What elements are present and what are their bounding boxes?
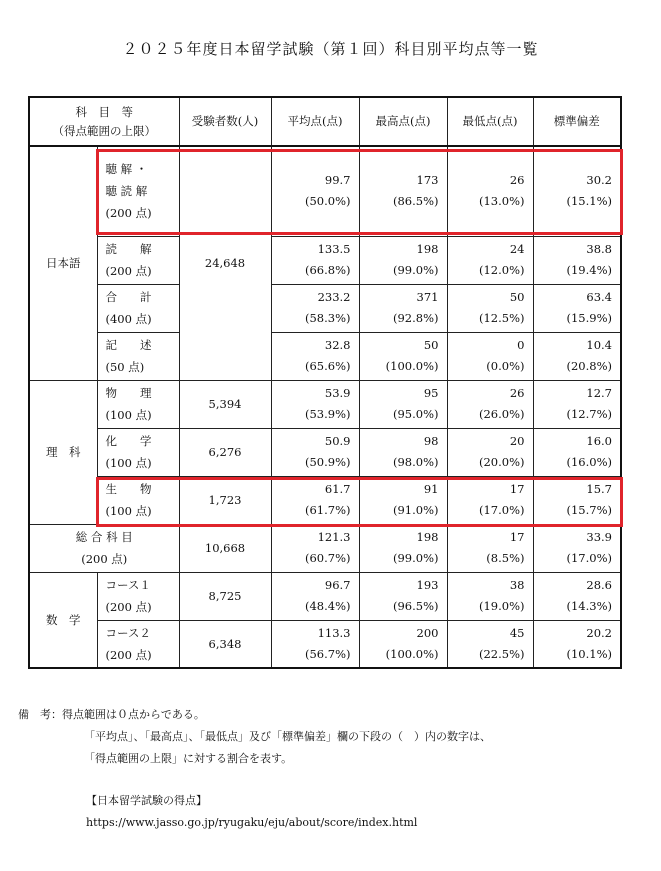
max-cell: 173 (86.5%) [359, 146, 447, 236]
source [86, 790, 417, 834]
std-cell: 20.2 (10.1%) [533, 620, 621, 668]
table-row [29, 284, 621, 332]
max-cell: 98 (98.0%) [359, 428, 447, 476]
min-cell: 38 (19.0%) [447, 572, 533, 620]
header-row [29, 97, 621, 146]
std-cell: 30.2 (15.1%) [533, 146, 621, 236]
page-title: ２０２５年度日本留学試験（第１回）科目別平均点等一覧 [122, 40, 539, 58]
examinees-physics: 5,394 [179, 380, 271, 428]
max-cell: 198 (99.0%) [359, 236, 447, 284]
min-cell: 17 (17.0%) [447, 476, 533, 524]
std-cell: 16.0 (16.0%) [533, 428, 621, 476]
avg-cell: 133.5 (66.8%) [271, 236, 359, 284]
max-cell: 193 (96.5%) [359, 572, 447, 620]
subject-listening: 聴 解 ・ 聴 読 解 (200 点) [97, 146, 179, 236]
std-cell: 12.7 (12.7%) [533, 380, 621, 428]
min-cell: 45 (22.5%) [447, 620, 533, 668]
subject-writing: 記 述 (50 点) [97, 332, 179, 380]
std-cell: 38.8 (19.4%) [533, 236, 621, 284]
std-cell: 15.7 (15.7%) [533, 476, 621, 524]
subject-course1: コース１ (200 点) [97, 572, 179, 620]
notes [18, 704, 491, 770]
min-cell: 26 (13.0%) [447, 146, 533, 236]
examinees-japanese: 24,648 [179, 146, 271, 380]
source-title: 【日本留学試験の得点】 [86, 794, 207, 807]
group-math: 数 学 [29, 572, 97, 668]
subject-reading: 読 解 (200 点) [97, 236, 179, 284]
table-row [29, 236, 621, 284]
table-row [29, 380, 621, 428]
max-cell: 95 (95.0%) [359, 380, 447, 428]
subject-course2: コース２ (200 点) [97, 620, 179, 668]
table-row [29, 620, 621, 668]
std-cell: 33.9 (17.0%) [533, 524, 621, 572]
avg-cell: 113.3 (56.7%) [271, 620, 359, 668]
min-cell: 17 (8.5%) [447, 524, 533, 572]
header-average: 平均点(点) [271, 97, 359, 146]
avg-cell: 96.7 (48.4%) [271, 572, 359, 620]
max-cell: 371 (92.8%) [359, 284, 447, 332]
std-cell: 63.4 (15.9%) [533, 284, 621, 332]
examinees-course2: 6,348 [179, 620, 271, 668]
table-row [29, 476, 621, 524]
min-cell: 26 (26.0%) [447, 380, 533, 428]
avg-cell: 233.2 (58.3%) [271, 284, 359, 332]
score-table [28, 96, 622, 669]
note-line-3: 「得点範囲の上限」に対する割合を表す。 [84, 752, 293, 765]
avg-cell: 121.3 (60.7%) [271, 524, 359, 572]
table-row [29, 428, 621, 476]
subject-total: 合 計 (400 点) [97, 284, 179, 332]
examinees-general: 10,668 [179, 524, 271, 572]
source-url[interactable]: https://www.jasso.go.jp/ryugaku/eju/about/score/index.html [86, 816, 418, 829]
header-highest: 最高点(点) [359, 97, 447, 146]
note-line-2: 「平均点」、「最高点」、「最低点」及び「標準偏差」欄の下段の（ ）内の数字は、 [84, 730, 491, 743]
group-science: 理 科 [29, 380, 97, 524]
examinees-chemistry: 6,276 [179, 428, 271, 476]
examinees-biology: 1,723 [179, 476, 271, 524]
min-cell: 50 (12.5%) [447, 284, 533, 332]
table-row [29, 572, 621, 620]
table-row [29, 332, 621, 380]
max-cell: 198 (99.0%) [359, 524, 447, 572]
avg-cell: 99.7 (50.0%) [271, 146, 359, 236]
avg-cell: 53.9 (53.9%) [271, 380, 359, 428]
header-std: 標準偏差 [533, 97, 621, 146]
subject-general: 総 合 科 目 (200 点) [29, 524, 179, 572]
examinees-course1: 8,725 [179, 572, 271, 620]
max-cell: 200 (100.0%) [359, 620, 447, 668]
max-cell: 50 (100.0%) [359, 332, 447, 380]
header-examinees: 受験者数(人) [179, 97, 271, 146]
avg-cell: 61.7 (61.7%) [271, 476, 359, 524]
note-line-1: 備 考：得点範囲は０点からである。 [18, 708, 205, 721]
header-lowest: 最低点(点) [447, 97, 533, 146]
subject-chemistry: 化 学 (100 点) [97, 428, 179, 476]
avg-cell: 50.9 (50.9%) [271, 428, 359, 476]
table-row [29, 524, 621, 572]
table-row [29, 146, 621, 236]
avg-cell: 32.8 (65.6%) [271, 332, 359, 380]
max-cell: 91 (91.0%) [359, 476, 447, 524]
std-cell: 10.4 (20.8%) [533, 332, 621, 380]
subject-physics: 物 理 (100 点) [97, 380, 179, 428]
std-cell: 28.6 (14.3%) [533, 572, 621, 620]
min-cell: 24 (12.0%) [447, 236, 533, 284]
header-subject: 科 目 等 （得点範囲の上限） [29, 97, 179, 146]
min-cell: 20 (20.0%) [447, 428, 533, 476]
group-japanese: 日本語 [29, 146, 97, 380]
min-cell: 0 (0.0%) [447, 332, 533, 380]
subject-biology: 生 物 (100 点) [97, 476, 179, 524]
